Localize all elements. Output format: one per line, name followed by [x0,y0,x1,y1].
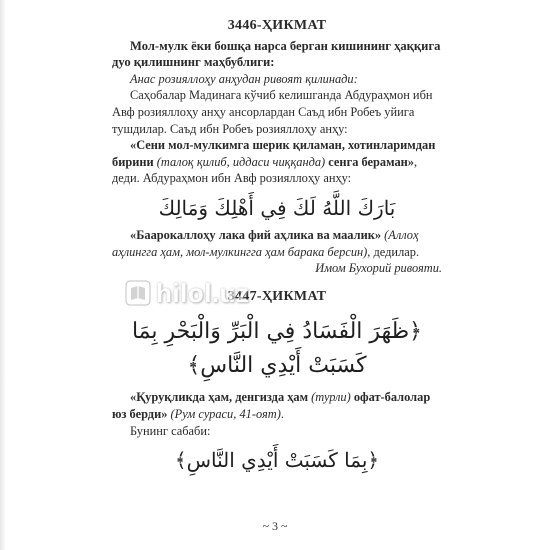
quote-bold-a: «Сени мол-мулкимга шерик қиламан, хотинларимдан бирини [112,138,436,169]
watermark-text: hilol.uz [156,277,250,308]
ayah-italic: (турли) [308,390,354,405]
transliteration-bold: «Баарокаллоҳу лака фий аҳлика ва маалик» [130,227,382,242]
paragraph-2 [112,137,442,187]
ayah-translation [112,389,442,422]
subheading-line2: дуо қилишнинг маҳбублиги: [112,55,275,70]
ayah-tail: . [280,406,284,421]
reason-line: Бунинг сабаби: [130,423,211,438]
quote-bold-b: сенга бераман» [328,154,414,169]
paragraph-1: Саҳобалар Мадинага кўчиб келишганда Абдураҳмон ибн Авф розияллоҳу анҳу ансорлардан Саъд ибн Робеъ уйига тушдилар. Саъд ибн Робеъ розияллоҳу анҳу: [112,88,433,136]
hadith-source: Имом Бухорий ривояти. [315,261,442,276]
ayah-bold-a: «Қуруқликда ҳам, денгизда ҳам [130,390,309,405]
ayah-reference: (Рум сураси, 41-оят) [167,406,281,421]
arabic-ayah-fragment: ﴿بِمَا كَسَبَتْ أَيْدِي النَّاسِ﴾ [174,448,380,473]
arabic-ayah: ﴿ظَهَرَ الْفَسَادُ فِي الْبَرِّ وَالْبَحْرِ بِمَا كَسَبَتْ أَيْدِي النَّاسِ﴾ [131,319,423,379]
section-heading-3446: 3446-ҲИКМАТ [227,18,327,33]
page-number: ~ 3 ~ [262,519,288,533]
watermark [124,276,254,310]
quote-italic: (талоқ қилиб, иддаси чиққанда) [153,154,329,169]
arabic-dua: بَارَكَ اللَّهُ لَكَ فِي أَهْلِكَ وَمَالِكَ [158,195,396,220]
ayah-bold-b: офат-балолар юз берди» [112,390,431,421]
page-content [112,18,442,479]
section-subheading [112,38,442,71]
transliteration-paragraph [112,227,442,260]
page-edge-shadow [0,0,6,550]
subheading-line1: Мол-мулк ёки бошқа нарса берган кишининг ҳаққига [130,38,441,53]
transliteration-tail: , дедилар. [367,244,420,259]
book-icon [124,279,152,307]
section-heading-3447: 3447-ҲИКМАТ [227,288,327,304]
paragraph-2-tail: , деди. Абдураҳмон ибн Авф розияллоҳу анҳу: [112,154,418,186]
transliteration-italic: (Аллоҳ аҳлингга ҳам, мол-мулкингга ҳам барака берсин) [112,227,419,259]
narrator-line: Анас розияллоҳу анҳудан ривоят қилинади: [130,71,358,86]
